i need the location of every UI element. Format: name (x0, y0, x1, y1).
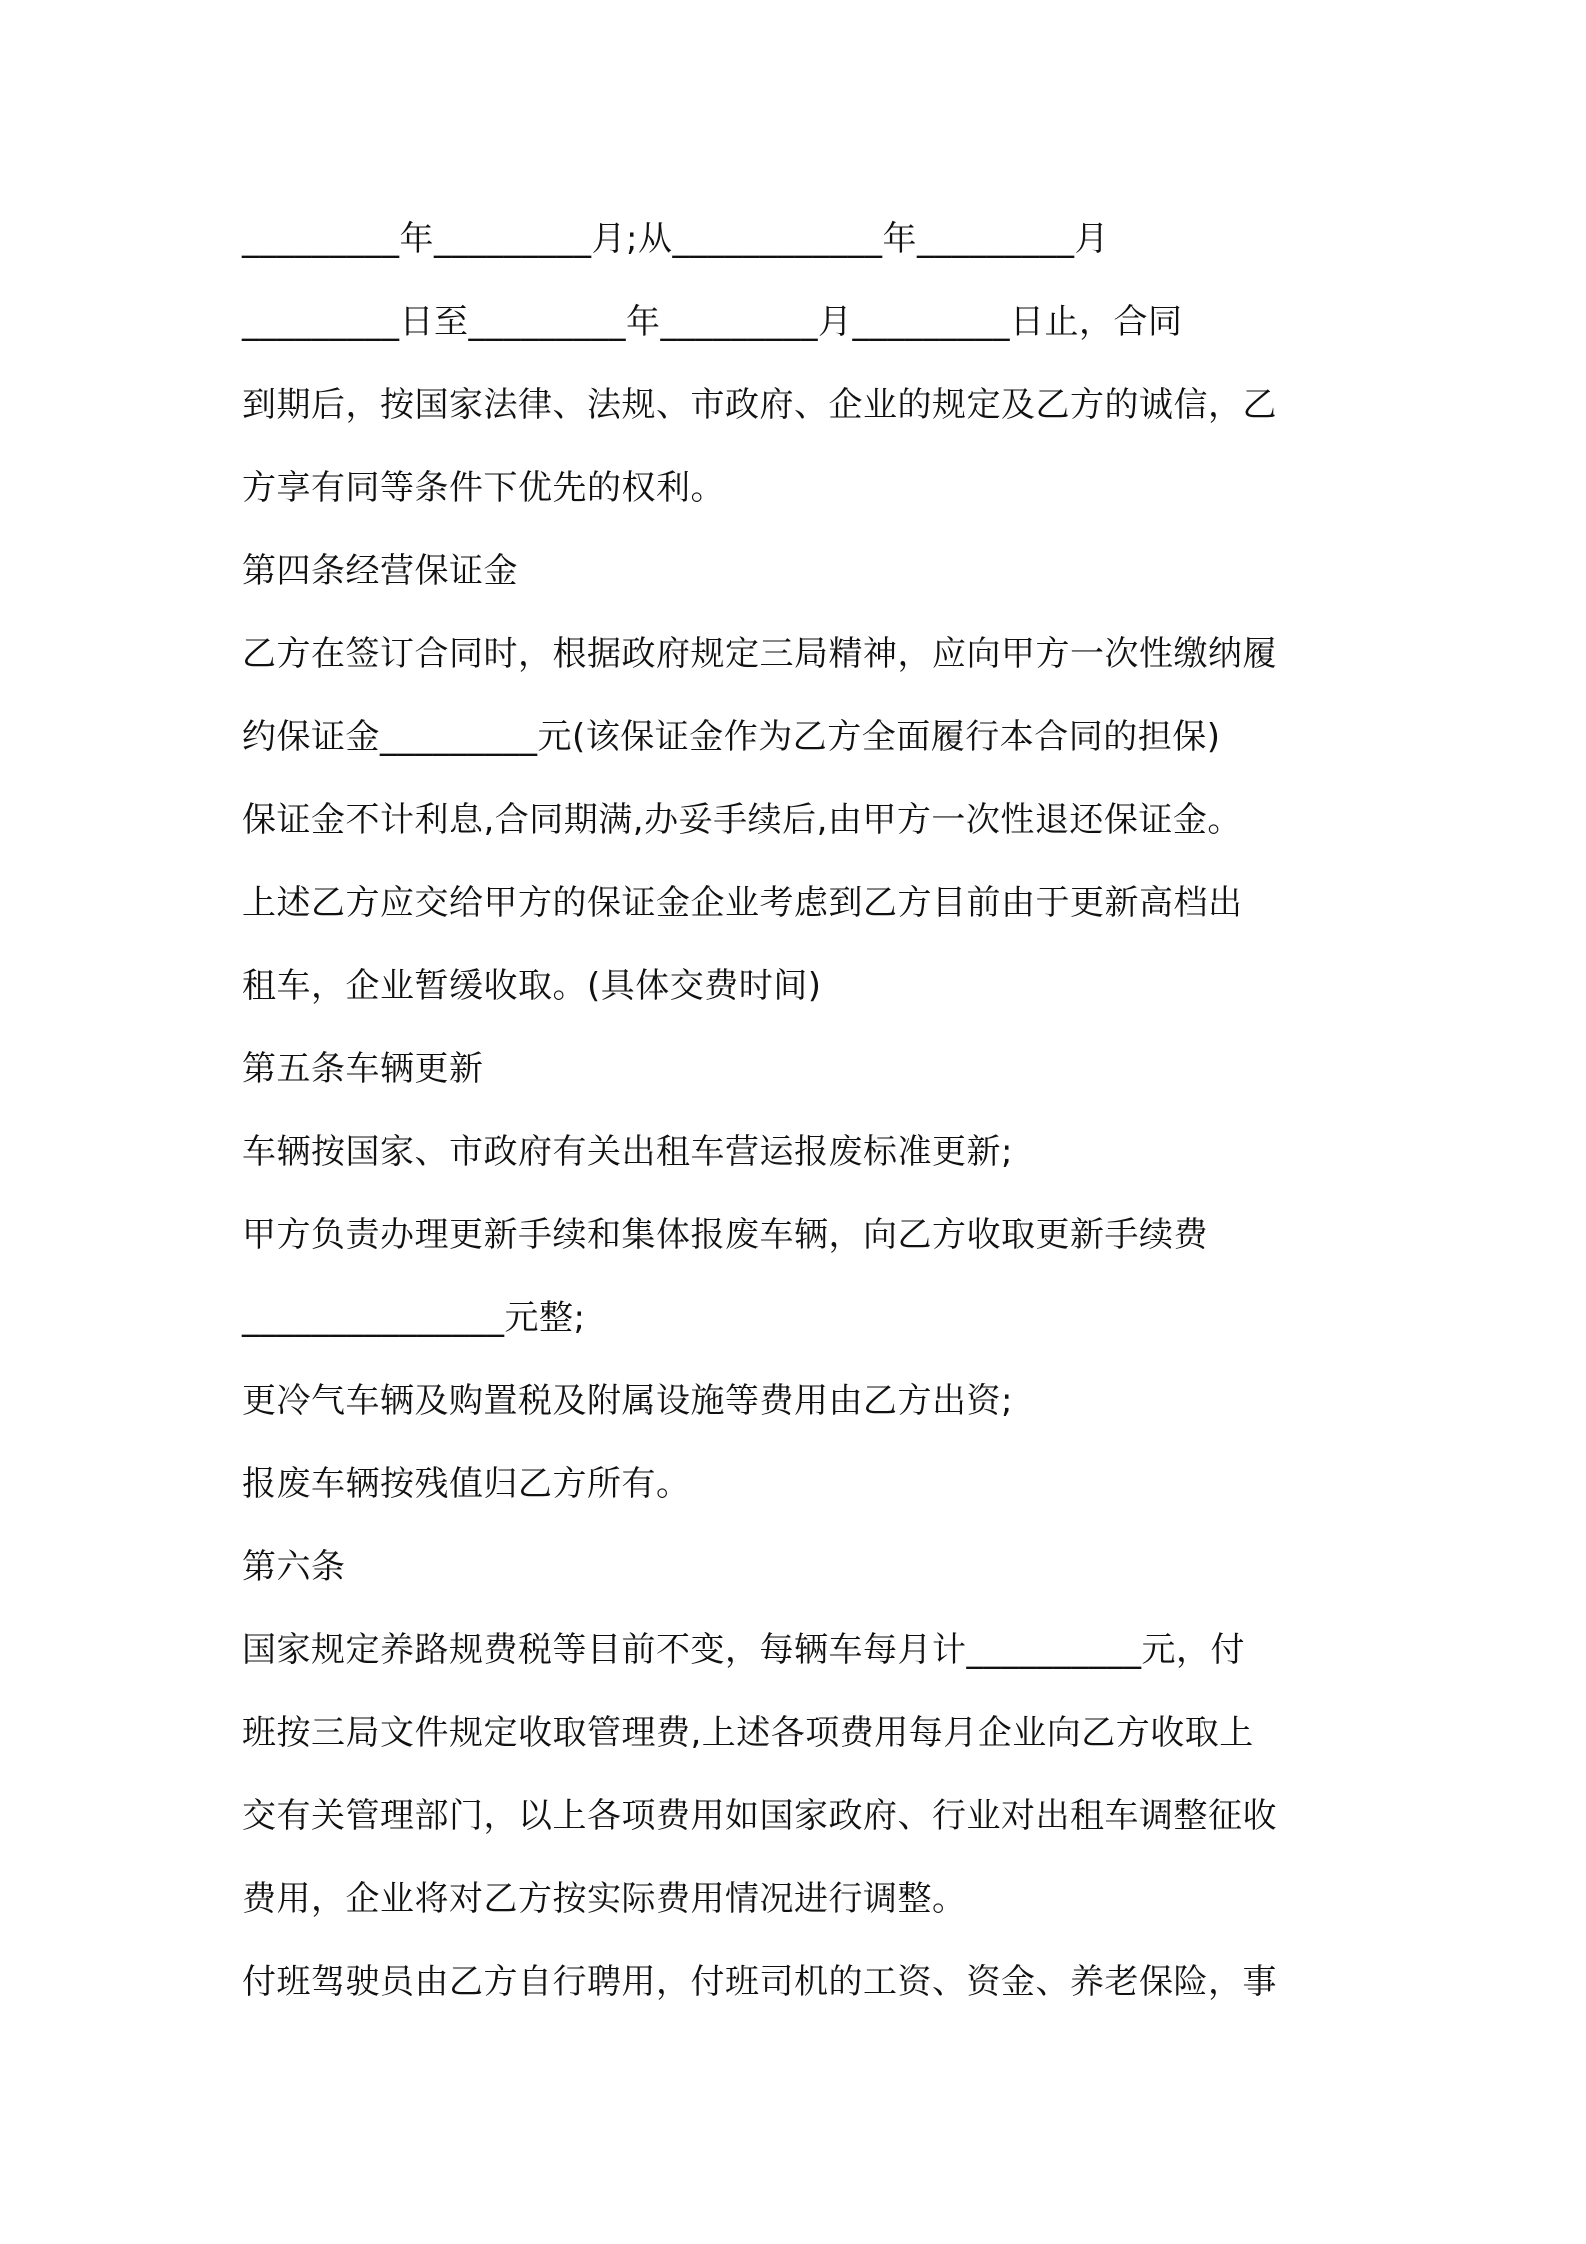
deposit-deferral-line-1: 上述乙方应交给甲方的保证金企业考虑到乙方目前由于更新高档出 (242, 883, 1243, 923)
vehicle-renewal-clause-4: 报废车辆按残值归乙方所有。 (242, 1464, 691, 1504)
deposit-paragraph-line-1: 乙方在签订合同时，根据政府规定三局精神，应向甲方一次性缴纳履 (242, 634, 1277, 674)
deposit-paragraph-line-2: 约保证金_________元(该保证金作为乙方全面履行本合同的担保) (242, 717, 1221, 757)
document-body (242, 198, 1362, 2024)
relief-driver-paragraph-line-1: 付班驾驶员由乙方自行聘用，付班司机的工资、资金、养老保险，事 (242, 1962, 1277, 2002)
vehicle-renewal-fee-line: _______________元整; (242, 1298, 586, 1338)
article-6-heading: 第六条 (242, 1547, 346, 1587)
fees-paragraph-line-2: 班按三局文件规定收取管理费,上述各项费用每月企业向乙方收取上 (242, 1713, 1254, 1753)
contract-term-dates-line-2: _________日至_________年_________月_________日止，合同 (242, 302, 1183, 342)
vehicle-renewal-clause-1: 车辆按国家、市政府有关出租车营运报废标准更新; (242, 1132, 1013, 1172)
fees-paragraph-line-1: 国家规定养路规费税等目前不变，每辆车每月计__________元，付 (242, 1630, 1245, 1670)
article-4-heading: 第四条经营保证金 (242, 551, 518, 591)
vehicle-renewal-clause-2: 甲方负责办理更新手续和集体报废车辆，向乙方收取更新手续费 (242, 1215, 1208, 1255)
deposit-deferral-line-2: 租车，企业暂缓收取。(具体交费时间) (242, 966, 822, 1006)
contract-renewal-text-2: 方享有同等条件下优先的权利。 (242, 468, 725, 508)
contract-term-dates-line-1: _________年_________月;从____________年_________月 (242, 219, 1109, 259)
article-5-heading: 第五条车辆更新 (242, 1049, 484, 1089)
fees-paragraph-line-3: 交有关管理部门，以上各项费用如国家政府、行业对出租车调整征收 (242, 1796, 1277, 1836)
deposit-paragraph-line-3: 保证金不计利息,合同期满,办妥手续后,由甲方一次性退还保证金。 (242, 800, 1242, 840)
contract-renewal-text-1: 到期后，按国家法律、法规、市政府、企业的规定及乙方的诚信，乙 (242, 385, 1277, 425)
fees-paragraph-line-4: 费用，企业将对乙方按实际费用情况进行调整。 (242, 1879, 967, 1919)
vehicle-renewal-clause-3: 更冷气车辆及购置税及附属设施等费用由乙方出资; (242, 1381, 1013, 1421)
